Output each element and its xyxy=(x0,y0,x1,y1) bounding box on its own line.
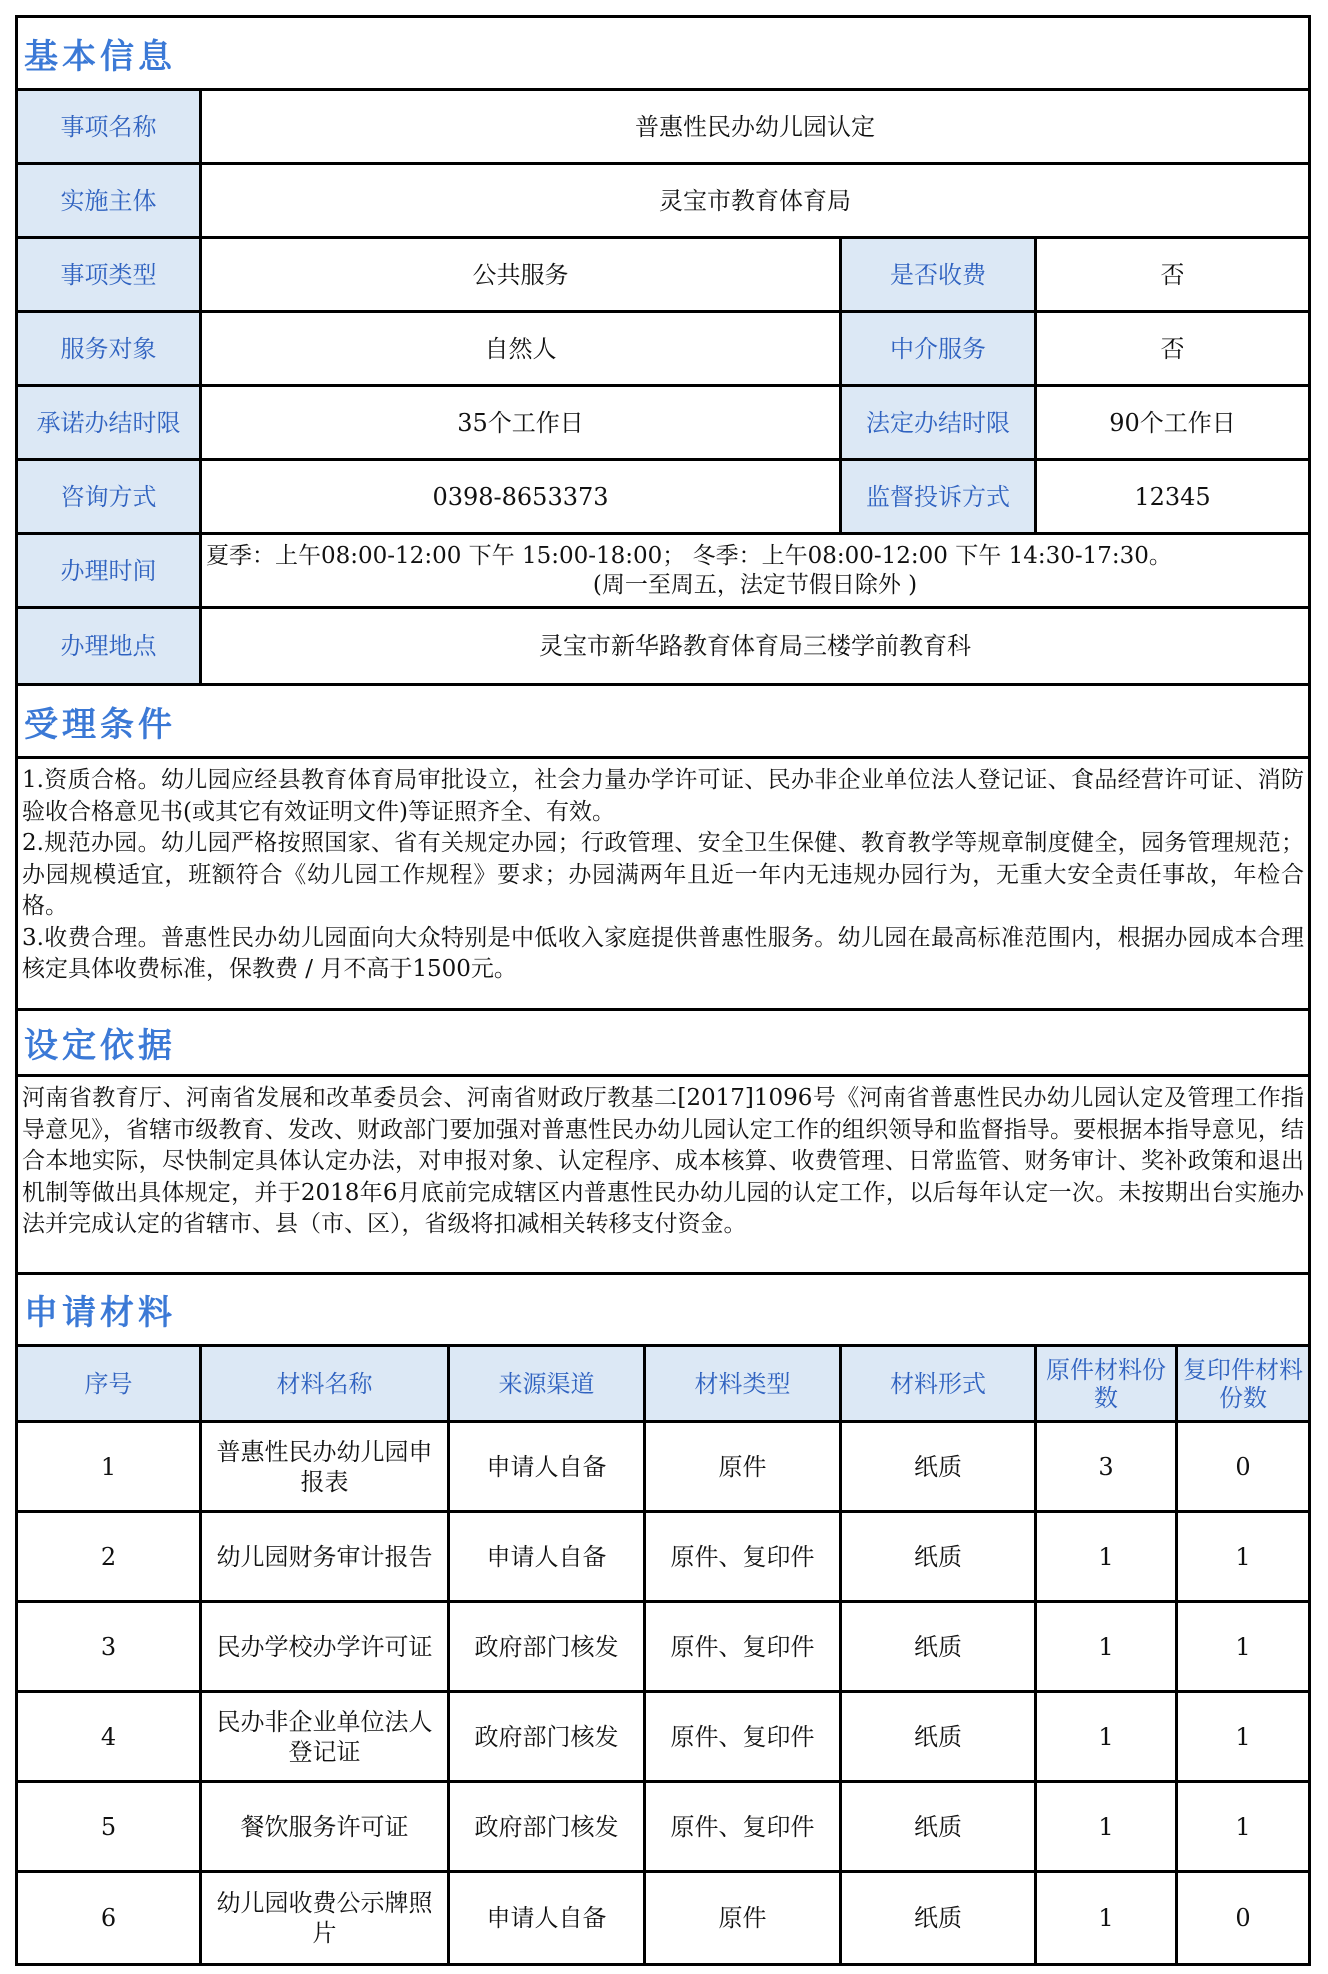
condition-item: 2.规范办园。幼儿园严格按照国家、省有关规定办园；行政管理、安全卫生保健、教育教学等规章制度健全，园务管理规范；办园规模适宜，班额符合《幼儿园工作规程》要求；办园满两年且近一年内无违规办园行为，无重大安全责任事故，年检合格。 xyxy=(22,830,1304,919)
header-type: 材料类型 xyxy=(646,1347,842,1420)
copy-count: 0 xyxy=(1235,1904,1251,1932)
info-row xyxy=(18,91,1308,165)
type-value: 公共服务 xyxy=(202,239,842,310)
material-form: 纸质 xyxy=(842,1603,1037,1690)
copy-count: 1 xyxy=(1235,1542,1251,1571)
materials-header-row xyxy=(18,1347,1308,1423)
target-label: 服务对象 xyxy=(18,313,202,384)
hours-line-1: 夏季：上午08:00-12:00 下午 15:00-18:00； 冬季：上午08:00-12:00 下午 14:30-17:30。 xyxy=(206,542,1172,569)
basis-text xyxy=(18,1077,1308,1275)
orig-count: 1 xyxy=(1037,1603,1178,1690)
orig-count: 1 xyxy=(1037,1783,1178,1870)
orig-count: 1 xyxy=(1037,1513,1178,1600)
hours-value xyxy=(202,535,1308,606)
header-no: 序号 xyxy=(18,1347,202,1420)
table-row xyxy=(18,1783,1308,1873)
material-source: 政府部门核发 xyxy=(450,1693,646,1780)
row-no: 1 xyxy=(18,1423,202,1510)
basic-info-table xyxy=(18,91,1308,683)
material-name: 餐饮服务许可证 xyxy=(202,1783,450,1870)
condition-item: 1.资质合格。幼儿园应经县教育体育局审批设立，社会力量办学许可证、民办非企业单位法人登记证、食品经营许可证、消防验收合格意见书(或其它有效证明文件)等证照齐全、有效。 xyxy=(22,767,1304,825)
info-row xyxy=(18,313,1308,387)
hours-label: 办理时间 xyxy=(18,535,202,606)
material-name: 幼儿园财务审计报告 xyxy=(202,1513,450,1600)
table-row xyxy=(18,1603,1308,1693)
agency-value: 否 xyxy=(1160,334,1185,363)
conditions-text xyxy=(18,759,1308,1011)
copy-count: 1 xyxy=(1235,1812,1251,1841)
legal-value: 90个工作日 xyxy=(1109,408,1236,437)
section-title: 设定依据 xyxy=(24,1026,176,1066)
row-no: 5 xyxy=(18,1783,202,1870)
promise-label: 承诺办结时限 xyxy=(18,387,202,458)
section-basis xyxy=(18,1011,1308,1077)
consult-label: 咨询方式 xyxy=(18,461,202,532)
material-form: 纸质 xyxy=(842,1693,1037,1780)
header-copy-count: 复印件材料份数 xyxy=(1178,1347,1308,1420)
material-type: 原件、复印件 xyxy=(646,1513,842,1600)
promise-value: 35个工作日 xyxy=(202,387,842,458)
material-name: 幼儿园收费公示牌照片 xyxy=(202,1873,450,1963)
section-materials xyxy=(18,1275,1308,1347)
subject-label: 实施主体 xyxy=(18,165,202,236)
material-type: 原件、复印件 xyxy=(646,1603,842,1690)
place-label: 办理地点 xyxy=(18,609,202,683)
charge-value: 否 xyxy=(1160,260,1185,289)
section-title: 受理条件 xyxy=(24,704,176,745)
type-label: 事项类型 xyxy=(18,239,202,310)
info-row xyxy=(18,461,1308,535)
material-source: 申请人自备 xyxy=(450,1873,646,1963)
material-source: 政府部门核发 xyxy=(450,1783,646,1870)
table-row xyxy=(18,1873,1308,1963)
table-row xyxy=(18,1513,1308,1603)
section-basic-info xyxy=(18,18,1308,91)
header-orig-count: 原件材料份数 xyxy=(1037,1347,1178,1420)
agency-label: 中介服务 xyxy=(842,313,1037,384)
material-type: 原件、复印件 xyxy=(646,1783,842,1870)
material-source: 申请人自备 xyxy=(450,1513,646,1600)
info-row xyxy=(18,535,1308,609)
basis-paragraph: 河南省教育厅、河南省发展和改革委员会、河南省财政厅教基二[2017]1096号《河南省普惠性民办幼儿园认定及管理工作指导意见》，省辖市级教育、发改、财政部门要加强对普惠性民办幼儿园认定工作的组织领导和监督指导。要根据本指导意见，结合本地实际，尽快制定具体认定办法，对申报对象、认定程序、成本核算、收费管理、日常监管、财务审计、奖补政策和退出机制等做出具体规定，并于2018年6月底前完成辖区内普惠性民办幼儿园的认定工作，以后每年认定一次。未按期出台实施办法并完成认定的省辖市、县（市、区），省级将扣减相关转移支付资金。 xyxy=(22,1085,1304,1237)
row-no: 2 xyxy=(18,1513,202,1600)
material-type: 原件、复印件 xyxy=(646,1693,842,1780)
header-source: 来源渠道 xyxy=(450,1347,646,1420)
row-no: 4 xyxy=(18,1693,202,1780)
condition-item: 3.收费合理。普惠性民办幼儿园面向大众特别是中低收入家庭提供普惠性服务。幼儿园在最高标准范围内，根据办园成本合理核定具体收费标准，保教费 / 月不高于1500元。 xyxy=(22,924,1304,982)
row-no: 6 xyxy=(18,1873,202,1963)
material-name: 民办学校办学许可证 xyxy=(202,1603,450,1690)
target-value: 自然人 xyxy=(202,313,842,384)
table-row xyxy=(18,1423,1308,1513)
info-row xyxy=(18,165,1308,239)
material-name: 普惠性民办幼儿园申报表 xyxy=(202,1423,450,1510)
info-row xyxy=(18,387,1308,461)
service-guide-sheet xyxy=(15,15,1311,1966)
info-row xyxy=(18,609,1308,683)
row-no: 3 xyxy=(18,1603,202,1690)
section-title: 基本信息 xyxy=(24,36,176,77)
header-name: 材料名称 xyxy=(202,1347,450,1420)
material-source: 申请人自备 xyxy=(450,1423,646,1510)
material-form: 纸质 xyxy=(842,1873,1037,1963)
material-name: 民办非企业单位法人登记证 xyxy=(202,1693,450,1780)
header-form: 材料形式 xyxy=(842,1347,1037,1420)
place-value: 灵宝市新华路教育体育局三楼学前教育科 xyxy=(539,632,971,660)
material-type: 原件 xyxy=(646,1873,842,1963)
material-source: 政府部门核发 xyxy=(450,1603,646,1690)
table-row xyxy=(18,1693,1308,1783)
complaint-label: 监督投诉方式 xyxy=(842,461,1037,532)
section-title: 申请材料 xyxy=(24,1293,176,1333)
section-conditions xyxy=(18,686,1308,759)
charge-label: 是否收费 xyxy=(842,239,1037,310)
info-row xyxy=(18,239,1308,313)
copy-count: 0 xyxy=(1235,1452,1251,1481)
material-form: 纸质 xyxy=(842,1423,1037,1510)
orig-count: 1 xyxy=(1037,1693,1178,1780)
orig-count: 3 xyxy=(1037,1423,1178,1510)
copy-count: 1 xyxy=(1235,1722,1251,1751)
material-form: 纸质 xyxy=(842,1513,1037,1600)
material-type: 原件 xyxy=(646,1423,842,1510)
hours-line-2: (周一至周五，法定节假日除外 ) xyxy=(592,571,918,598)
legal-label: 法定办结时限 xyxy=(842,387,1037,458)
consult-value: 0398-8653373 xyxy=(202,461,842,532)
copy-count: 1 xyxy=(1235,1632,1251,1661)
materials-table xyxy=(18,1347,1308,1963)
complaint-value: 12345 xyxy=(1134,482,1211,511)
subject-value: 灵宝市教育体育局 xyxy=(659,186,851,215)
orig-count: 1 xyxy=(1037,1873,1178,1963)
item-name-value: 普惠性民办幼儿园认定 xyxy=(635,112,875,141)
material-form: 纸质 xyxy=(842,1783,1037,1870)
item-name-label: 事项名称 xyxy=(18,91,202,162)
